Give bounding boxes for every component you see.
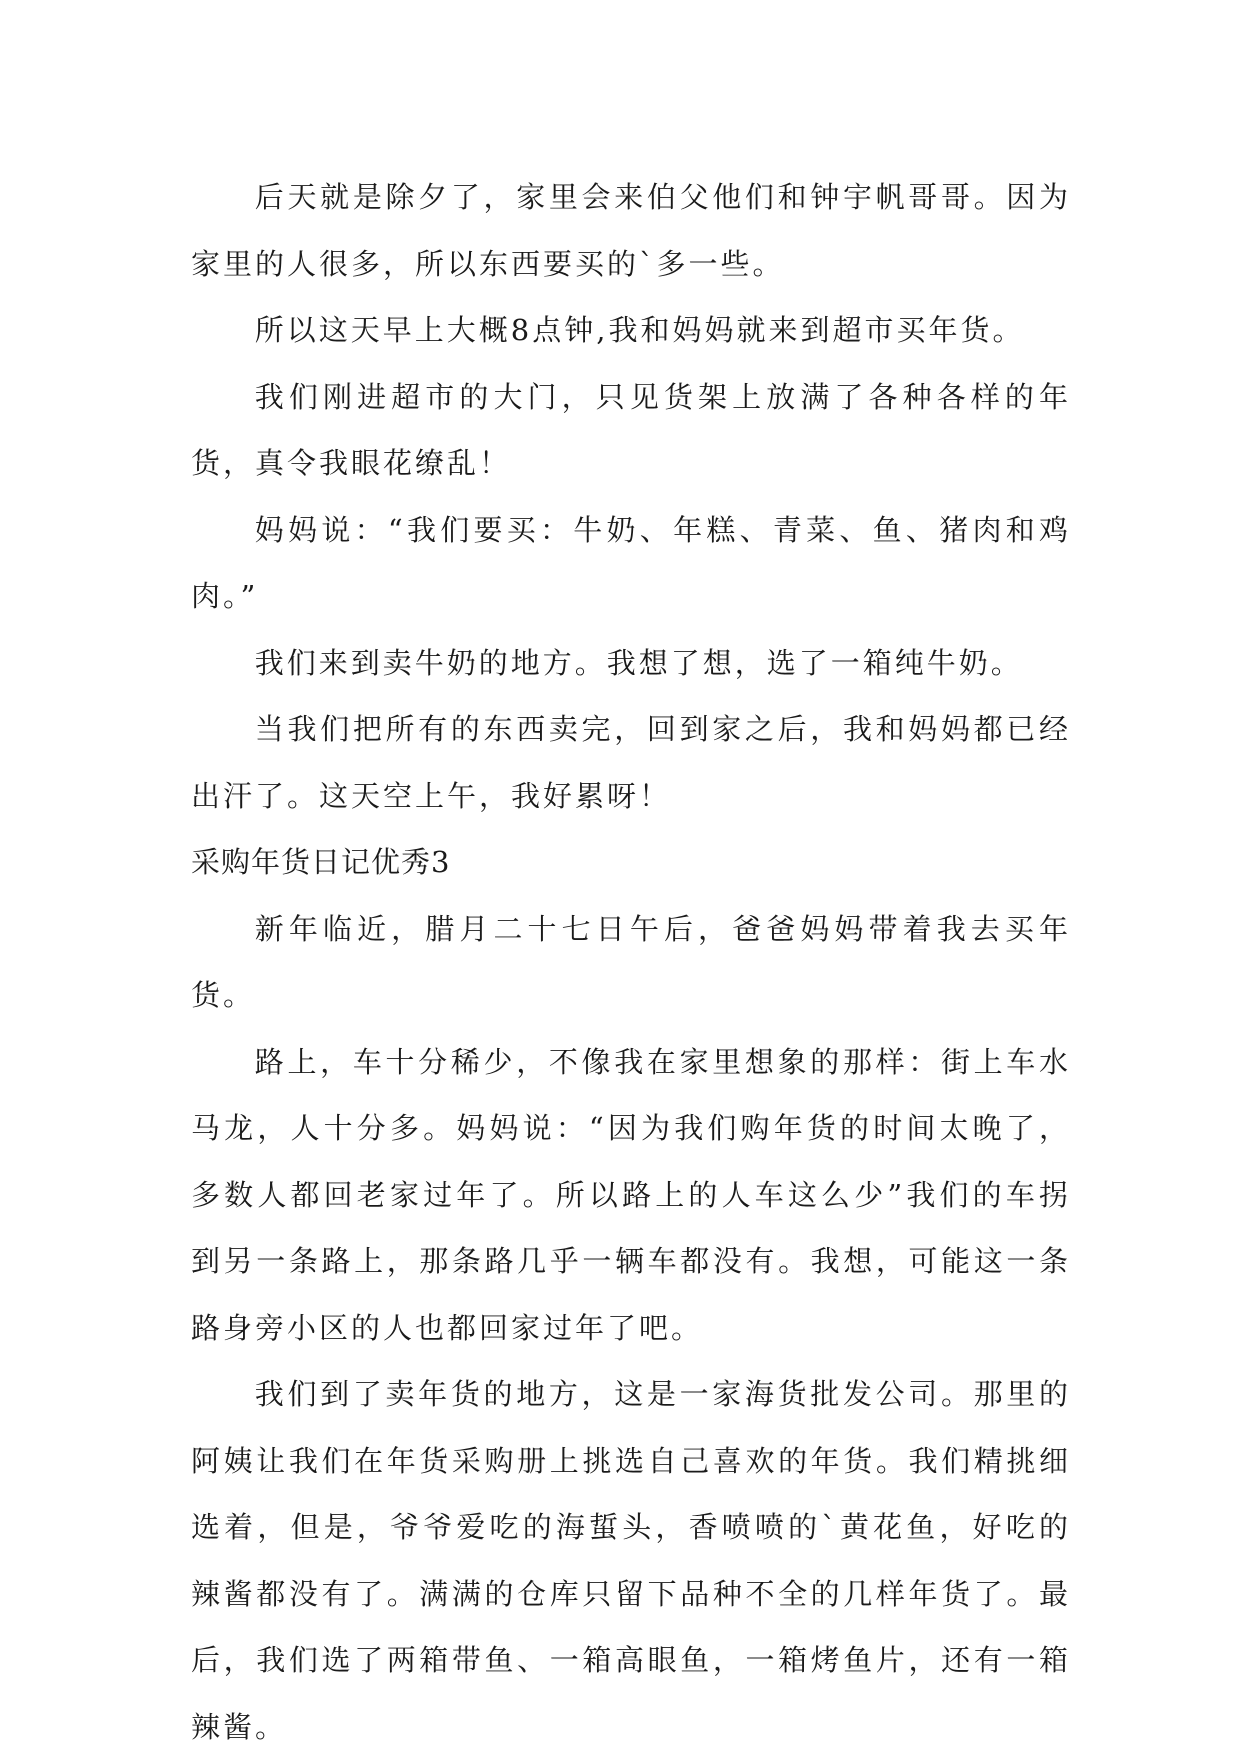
document-body [191,164,1071,1760]
paragraph-2: 所以这天早上大概8点钟,我和妈妈就来到超市买年货。 [254,313,1025,347]
paragraph-9: 我们到了卖年货的地方，这是一家海货批发公司。那里的阿姨让我们在年货采购册上挑选自己喜欢的年货。我们精挑细选着，但是，爷爷爱吃的海蜇头，香喷喷的`黄花鱼，好吃的辣酱都没有了。满满的仓库只留下品种不全的几样年货了。最后，我们选了两箱带鱼、一箱高眼鱼，一箱烤鱼片，还有一箱辣酱。 [191,1377,1071,1744]
paragraph-1: 后天就是除夕了，家里会来伯父他们和钟宇帆哥哥。因为家里的人很多，所以东西要买的`多一些。 [191,180,1071,281]
paragraph-7: 新年临近，腊月二十七日午后，爸爸妈妈带着我去买年货。 [191,911,1071,1012]
section-heading: 采购年货日记优秀3 [191,845,451,879]
paragraph-8: 路上，车十分稀少，不像我在家里想象的那样：街上车水马龙，人十分多。妈妈说：“因为我们购年货的时间太晚了，多数人都回老家过年了。所以路上的人车这么少”我们的车拐到另一条路上，那条路几乎一辆车都没有。我想，可能这一条路身旁小区的人也都回家过年了吧。 [191,1044,1071,1345]
paragraph-3: 我们刚进超市的大门，只见货架上放满了各种各样的年货，真令我眼花缭乱！ [191,379,1071,480]
paragraph-6: 当我们把所有的东西卖完，回到家之后，我和妈妈都已经出汗了。这天空上午，我好累呀！ [191,712,1071,813]
paragraph-4: 妈妈说：“我们要买：牛奶、年糕、青菜、鱼、猪肉和鸡肉。” [191,512,1071,613]
paragraph-5: 我们来到卖牛奶的地方。我想了想，选了一箱纯牛奶。 [254,645,1023,680]
